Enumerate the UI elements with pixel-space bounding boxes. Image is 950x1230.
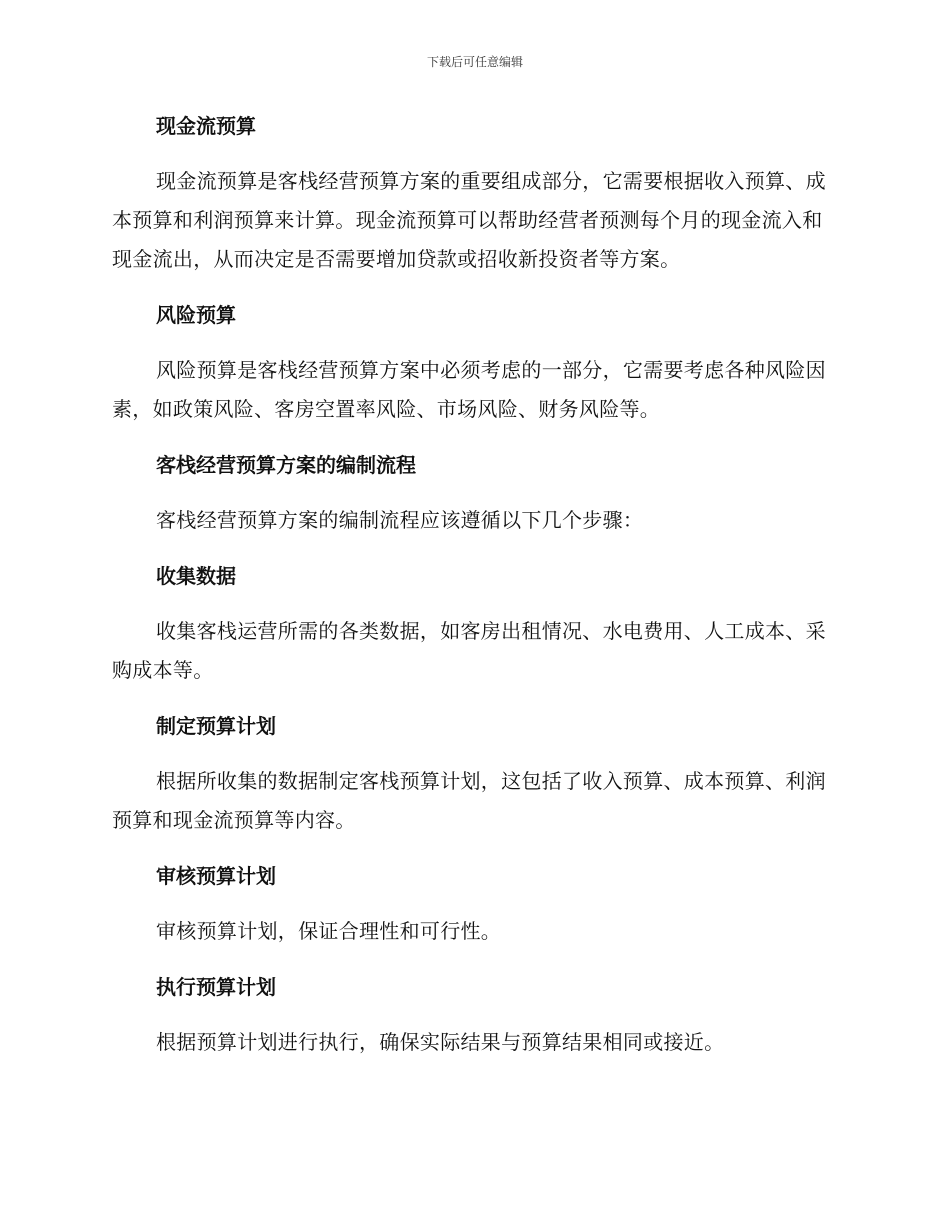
page-header: 下载后可任意编辑 bbox=[426, 55, 523, 69]
document-body bbox=[112, 106, 842, 1062]
section-heading: 审核预算计划 bbox=[156, 864, 276, 888]
section-heading: 客栈经营预算方案的编制流程 bbox=[156, 453, 416, 477]
section-paragraph: 风险预算是客栈经营预算方案中必须考虑的一部分，它需要考虑各种风险因素，如政策风险、客房空置率风险、市场风险、财务风险等。 bbox=[112, 358, 826, 421]
section-heading: 执行预算计划 bbox=[156, 975, 276, 999]
section-execute-plan bbox=[112, 967, 842, 1062]
section-paragraph: 收集客栈运营所需的各类数据，如客房出租情况、水电费用、人工成本、采购成本等。 bbox=[112, 619, 826, 682]
section-paragraph: 客栈经营预算方案的编制流程应该遵循以下几个步骤： bbox=[156, 508, 644, 532]
section-heading: 收集数据 bbox=[156, 564, 236, 588]
section-paragraph: 根据预算计划进行执行，确保实际结果与预算结果相同或接近。 bbox=[156, 1030, 725, 1054]
section-review-plan bbox=[112, 856, 842, 967]
section-heading: 制定预算计划 bbox=[156, 714, 276, 738]
section-risk-budget bbox=[112, 295, 842, 445]
section-collect-data bbox=[112, 556, 842, 706]
section-paragraph: 现金流预算是客栈经营预算方案的重要组成部分，它需要根据收入预算、成本预算和利润预算来计算。现金流预算可以帮助经营者预测每个月的现金流入和现金流出，从而决定是否需要增加贷款或招收新投资者等方案。 bbox=[112, 169, 826, 271]
section-budget-process bbox=[112, 445, 842, 556]
section-cash-flow-budget bbox=[112, 106, 842, 295]
section-paragraph: 审核预算计划，保证合理性和可行性。 bbox=[156, 919, 502, 943]
section-heading: 现金流预算 bbox=[156, 114, 256, 138]
section-paragraph: 根据所收集的数据制定客栈预算计划，这包括了收入预算、成本预算、利润预算和现金流预算等内容。 bbox=[112, 769, 826, 832]
section-heading: 风险预算 bbox=[156, 303, 236, 327]
section-make-plan bbox=[112, 706, 842, 856]
